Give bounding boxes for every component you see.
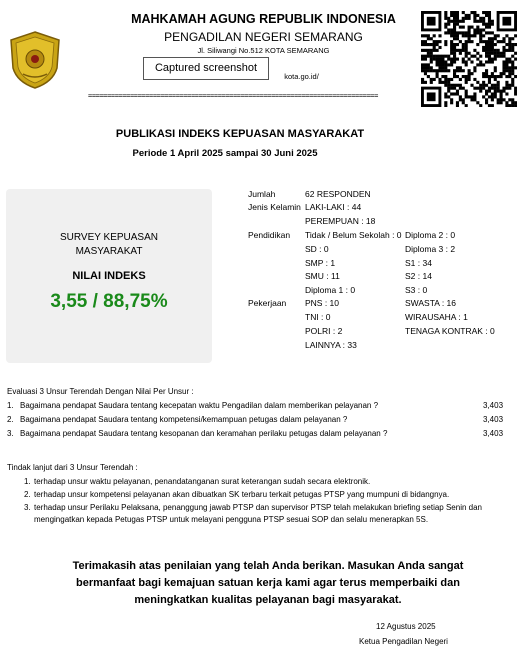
- education-item: Diploma 1 : 0: [305, 285, 356, 295]
- evaluation-question: Bagaimana pendapat Saudara tentang kecepatan waktu Pengadilan dalam memberikan pelayanan ?: [20, 401, 379, 410]
- followup-number: 1.: [24, 477, 31, 486]
- period-subtitle: Periode 1 April 2025 sampai 30 Juni 2025: [132, 148, 318, 159]
- education-label: Pendidikan: [248, 230, 291, 240]
- closing-message: [58, 558, 478, 609]
- occupation-item: WIRAUSAHA : 1: [405, 312, 468, 322]
- education-item: Diploma 3 : 2: [405, 244, 456, 254]
- followup-number: 2.: [24, 490, 31, 499]
- occupation-item: LAINNYA : 33: [305, 340, 357, 350]
- evaluation-score: 3,403: [483, 401, 504, 410]
- card-heading-line2: MASYARAKAT: [75, 246, 143, 257]
- index-value: 3,55 / 88,75%: [50, 291, 168, 312]
- education-item: Tidak / Belum Sekolah : 0: [305, 230, 402, 240]
- evaluation-number: 3.: [7, 429, 14, 438]
- closing-line: meningkatkan kualitas pelayanan bagi masyarakat.: [134, 594, 402, 606]
- closing-line: Terimakasih atas penilaian yang telah Anda berikan. Masukan Anda sangat: [72, 560, 464, 572]
- index-label: NILAI INDEKS: [72, 270, 146, 282]
- office-website: kota.go.id/: [284, 72, 319, 81]
- gender-male: LAKI-LAKI : 44: [305, 202, 362, 212]
- education-item: SD : 0: [305, 244, 329, 254]
- followup-item: terhadap unsur Perilaku Pelaksana, penanggung jawab PTSP dan supervisor PTSP telah melakukan briefing setiap Senin dan: [34, 503, 482, 512]
- occupation-label: Pekerjaan: [248, 298, 287, 308]
- screenshot-tooltip: Captured screenshot: [143, 57, 269, 80]
- page-title: PUBLIKASI INDEKS KEPUASAN MASYARAKAT: [115, 128, 365, 140]
- education-item: S1 : 34: [405, 258, 432, 268]
- header-divider: ============================================================================: [88, 92, 378, 100]
- education-item: Diploma 2 : 0: [405, 230, 456, 240]
- evaluation-question: Bagaimana pendapat Saudara tentang kesopanan dan keramahan perilaku petugas dalam pelayanan ?: [20, 429, 388, 438]
- jumlah-label: Jumlah: [248, 189, 276, 199]
- office-address: Jl. Siliwangi No.512 KOTA SEMARANG: [197, 46, 330, 55]
- office-name: PENGADILAN NEGERI SEMARANG: [164, 30, 363, 44]
- court-emblem-icon: [8, 30, 62, 90]
- occupation-item: PNS : 10: [305, 298, 340, 308]
- occupation-item: TENAGA KONTRAK : 0: [405, 326, 495, 336]
- occupation-item: TNI : 0: [305, 312, 331, 322]
- signer-title: Ketua Pengadilan Negeri: [359, 637, 448, 646]
- evaluation-number: 1.: [7, 401, 14, 410]
- occupation-item: POLRI : 2: [305, 326, 343, 336]
- qr-code-icon: [421, 11, 517, 107]
- evaluation-score: 3,403: [483, 429, 504, 438]
- evaluation-question: Bagaimana pendapat Saudara tentang kompetensi/kemampuan petugas dalam pelayanan ?: [20, 415, 348, 424]
- followup-item-continued: mengingatkan kepada Petugas PTSP untuk melayani pengguna PTSP sesuai SOP dan selalu menerapkan 5S.: [34, 515, 429, 524]
- evaluation-heading: Evaluasi 3 Unsur Terendah Dengan Nilai Per Unsur :: [7, 387, 194, 396]
- jumlah-value: 62 RESPONDEN: [305, 189, 371, 199]
- education-item: S2 : 14: [405, 271, 432, 281]
- evaluation-score: 3,403: [483, 415, 504, 424]
- gender-label: Jenis Kelamin: [248, 202, 301, 212]
- signature-date: 12 Agustus 2025: [376, 622, 436, 631]
- followup-item: terhadap unsur kompetensi pelayanan akan dibuatkan SK terbaru terkait petugas PTSP yang mumpuni di bidangnya.: [34, 490, 450, 499]
- education-item: S3 : 0: [405, 285, 428, 295]
- followup-heading: Tindak lanjut dari 3 Unsur Terendah :: [7, 463, 138, 472]
- card-heading-line1: SURVEY KEPUASAN: [59, 232, 158, 243]
- gender-female: PEREMPUAN : 18: [305, 216, 376, 226]
- court-name: MAHKAMAH AGUNG REPUBLIK INDONESIA: [131, 12, 396, 26]
- followup-item: terhadap unsur waktu pelayanan, penandatanganan surat keterangan sudah secara elektronik.: [34, 477, 371, 486]
- evaluation-number: 2.: [7, 415, 14, 424]
- closing-line: bermanfaat bagi kemajuan satuan kerja kami agar terus memperbaiki dan: [76, 577, 460, 589]
- occupation-item: SWASTA : 16: [405, 298, 457, 308]
- followup-number: 3.: [24, 503, 31, 512]
- education-item: SMP : 1: [305, 258, 336, 268]
- education-item: SMU : 11: [305, 271, 340, 281]
